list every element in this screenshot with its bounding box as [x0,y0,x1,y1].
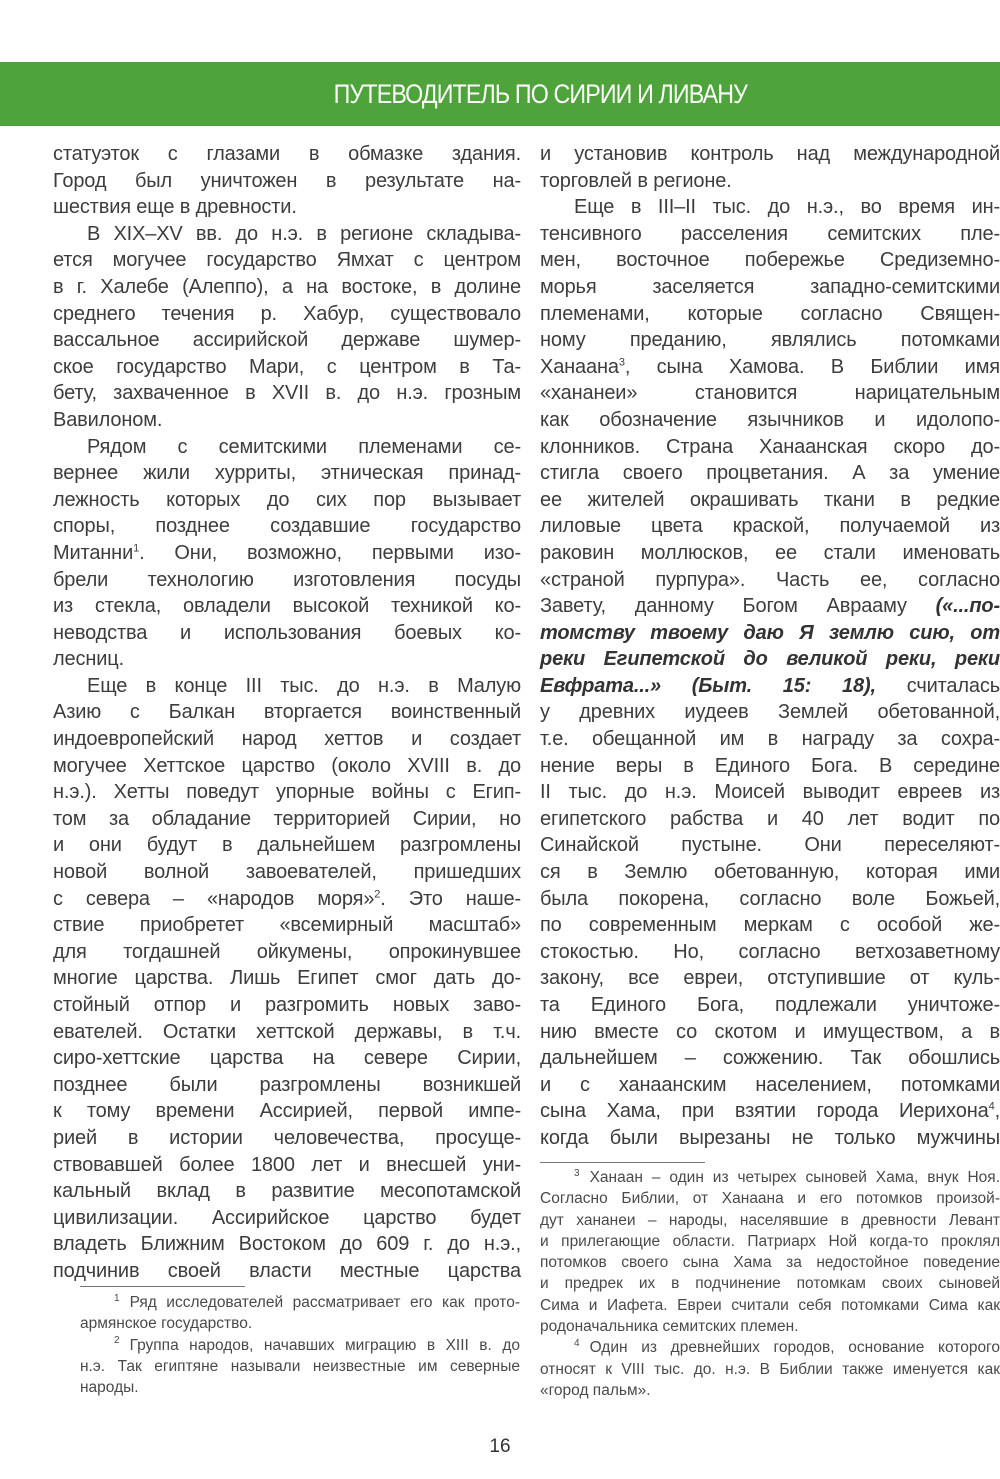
text-line: в г. Халебе (Алеппо), а на востоке, в долине [53,275,521,298]
text-line [540,354,1000,381]
text-line: торговлей в регионе. [540,169,732,192]
text-line: лесниц. [53,648,124,671]
bible-quote-line: реки Египетской до великой реки, реки [540,648,1000,671]
text-fragment: . Это наше- [380,887,521,910]
text-line: дальнейшем – сожжению. Так обошлись [540,1047,1000,1070]
footnote-text: Ханаан – один из четырех сыновей Хама, внук Ноя. [589,1169,1000,1186]
text-fragment: с севера – «народов моря» [53,887,375,910]
footnote-3-cont: родоначальника семитских племен. [540,1318,799,1336]
text-line: стойный отпор и разгромить новых заво- [53,994,521,1016]
text-line: раковин моллюсков, ее стали именовать [540,541,1000,564]
text-line: бету, захваченное в XVII в. до н.э. грозным [53,382,521,405]
text-line: морья заселяется западно-семитскими [540,275,1000,298]
text-line: вассальное ассирийской державе шумер- [53,329,521,352]
right-column [540,141,1000,1152]
text-line [540,593,1000,620]
footnote-ref-1[interactable]: 1 [133,542,140,555]
text-fragment: Ханаана [540,355,619,378]
footnote-4-cont: «город пальм». [540,1381,651,1399]
text-line: «страной пурпура». Часть ее, согласно [540,568,1000,591]
text-line: т.е. обещанной им в награду за сохра- [540,728,1000,751]
text-line: ствовавшей более 1800 лет и внесшей уни- [53,1153,521,1176]
footnote-4-cont: относят к VIII тыс. до. н.э. В Библии также именуется как [540,1360,1000,1378]
footnote-1 [80,1292,520,1313]
bible-quote: («...по- [935,595,1000,618]
text-line: споры, позднее создавшие государство [53,515,521,538]
text-line: нение веры в Единого Бога. В середине [540,754,1000,777]
text-line [540,673,1000,700]
text-line: шествия еще в древности. [53,196,297,219]
footnote-3 [540,1167,1000,1188]
left-column [53,141,521,1285]
text-line: владеть Ближним Востоком до 609 г. до н.э., [53,1233,521,1256]
text-line: и установив контроль над международной [540,143,1000,165]
text-line: позднее были разгромлены возникшей [53,1073,521,1096]
footnote-3-cont: и предрек их в подчинение потомкам своих сыновей [540,1275,1000,1293]
text-line: Рядом с семитскими племенами се- [87,435,521,458]
text-line: лиловые цвета краской, получаемой из [540,515,1000,538]
footnote-divider [80,1286,245,1287]
text-line: ствие приобретет «всемирный масштаб» [53,914,521,937]
text-line: ному преданию, являлись потомками [540,329,1000,352]
footnotes-right [540,1167,1000,1401]
footnote-ref-3[interactable]: 3 [618,356,625,369]
text-line: и они будут в дальнейшем разгромлены [53,834,521,857]
bible-quote-line: томству твоему даю Я землю сию, от [540,621,1000,644]
text-line: н.э.). Хетты поведут упорные войны с Егип- [53,781,521,804]
text-line: неводства и использования боевых ко- [53,621,521,644]
text-line: Синайской пустыне. Они переселяют- [540,834,1000,857]
footnote-mark: 3 [574,1167,580,1179]
text-line: «хананеи» становится нарицательным [540,382,1000,405]
text-line: В XIX–XV вв. до н.э. в регионе складыва- [87,222,521,245]
footnote-3-cont: потомков своего сына Хама за недостойное поведение [540,1254,1000,1272]
text-line: ется могучее государство Ямхат с центром [53,249,521,272]
footnote-3-cont: дут хананеи – народы, населявшие в древности Левант [540,1211,1000,1229]
footnote-mark: 2 [114,1335,120,1347]
text-line: ся в Землю обетованную, которая ими [540,861,1000,884]
text-line: II тыс. до н.э. Моисей выводит евреев из [540,781,1000,804]
text-line: сиро-хеттские царства на севере Сирии, [53,1047,521,1070]
footnote-2-cont: н.э. Так египтяне называли неизвестные им северные [80,1357,520,1375]
footnote-divider [540,1162,705,1163]
text-fragment: . Они, возможно, первыми изо- [139,541,521,564]
text-line: нию вместе со скотом и имуществом, а в [540,1020,1000,1043]
text-line: Город был уничтожен в результате на- [53,169,521,192]
text-line: из стекла, овладели высокой техникой ко- [53,595,521,618]
text-line [53,540,521,567]
header-banner [0,62,1000,126]
text-fragment: сына Хама, при взятии города Иерихона [540,1100,989,1123]
text-line: у древних иудеев Землей обетованной, [540,701,1000,724]
text-line: мен, восточное побережье Средиземно- [540,249,1000,272]
text-fragment: Завету, данному Богом Аврааму [540,595,936,618]
text-line: тенсивного расселения семитских пле- [540,222,1000,245]
text-line: стигла своего процветания. А за умение [540,462,1000,485]
footnote-text: Группа народов, начавших миграцию в XIII в. до [129,1336,520,1354]
footnote-text: Один из древнейших городов, основание которого [589,1339,1000,1357]
text-line: статуэток с глазами в обмазке здания. [53,143,521,165]
footnote-ref-2[interactable]: 2 [374,887,381,900]
text-line: Вавилоном. [53,408,163,431]
footnote-text: Ряд исследователей рассматривает его как прото- [129,1294,520,1311]
text-line: стокостью. Но, согласно ветхозаветному [540,940,1000,963]
text-line: том за обладание территорией Сирии, но [53,807,521,830]
text-fragment: считалась [875,674,1000,697]
footnote-2 [80,1335,520,1356]
text-line: вернее жили хурриты, этническая принад- [53,462,521,485]
text-line: та Единого Бога, подлежали уничтоже- [540,994,1000,1016]
text-line: новой волной завоевателей, пришедших [53,861,521,884]
text-line: лежность которых до сих пор вызывает [53,488,521,511]
text-line: подчинив своей власти местные царства [53,1259,521,1282]
footnote-mark: 1 [114,1292,120,1304]
page-title: ПУТЕВОДИТЕЛЬ ПО СИРИИ И ЛИВАНУ [333,78,747,109]
text-line: ее жителей окрашивать ткани в редкие [540,488,1000,511]
text-line: египетского рабства и 40 лет водит по [540,807,1000,830]
text-line: индоевропейский народ хеттов и создает [53,728,521,751]
text-line: когда были вырезаны не только мужчины [540,1126,1000,1149]
text-line: по современным меркам с особой же- [540,914,1000,937]
page-number: 16 [489,1436,511,1457]
footnote-mark: 4 [574,1338,580,1350]
text-fragment: , [994,1100,1000,1123]
footnote-3-cont: Согласно Библии, от Ханаана и его потомков произой- [540,1190,1000,1208]
footnote-ref-4[interactable]: 4 [988,1100,995,1113]
footnote-1-cont: армянское государство. [80,1315,253,1333]
text-line: как обозначение язычников и идолопо- [540,408,1000,431]
text-line [53,886,521,913]
text-fragment: , сына Хамова. В Библии имя [624,355,1000,378]
text-line: брели технологию изготовления посуды [53,568,521,591]
text-line: Еще в конце III тыс. до н.э. в Малую [87,674,521,697]
text-line [540,1098,1000,1125]
text-line: евателей. Остатки хеттской державы, в т.ч. [53,1020,521,1043]
text-fragment: Митанни [53,541,134,564]
text-line: рией в истории человечества, просуще- [53,1126,521,1149]
text-line: кальный вклад в развитие месопотамской [53,1180,521,1203]
text-line: и с ханаанским населением, потомками [540,1073,1000,1096]
text-line: ское государство Мари, с центром в Та- [53,355,521,378]
text-line: клонников. Страна Ханаанская скоро до- [540,435,1000,458]
text-line: закону, все евреи, отступившие от куль- [540,967,1000,990]
footnote-2-cont: народы. [80,1379,139,1397]
text-line: для тогдашней ойкумены, опрокинувшее [53,940,521,963]
footnote-3-cont: и прилегающие области. Патриарх Ной когда-то проклял [540,1232,1000,1250]
text-line: Азию с Балкан вторгается воинственный [53,701,521,724]
text-line: к тому времени Ассирией, первой импе- [53,1100,521,1123]
bible-quote: Евфрата...» (Быт. 15: 18), [540,674,876,697]
text-line: среднего течения р. Хабур, существовало [53,302,521,325]
text-line: многие царства. Лишь Египет смог дать до- [53,967,521,990]
text-line: цивилизации. Ассирийское царство будет [53,1206,521,1229]
text-line: Еще в III–II тыс. до н.э., во время ин- [574,196,1000,219]
footnote-4 [540,1337,1000,1358]
text-line: племенами, которые согласно Священ- [540,302,1000,325]
footnote-3-cont: Сима и Иафета. Евреи считали себя потомками Сима как [540,1296,1000,1314]
text-line: могучее Хеттское царство (около XVIII в. до [53,754,521,777]
text-line: была покорена, согласно воле Божьей, [540,887,1000,910]
footnotes-left [80,1292,520,1398]
